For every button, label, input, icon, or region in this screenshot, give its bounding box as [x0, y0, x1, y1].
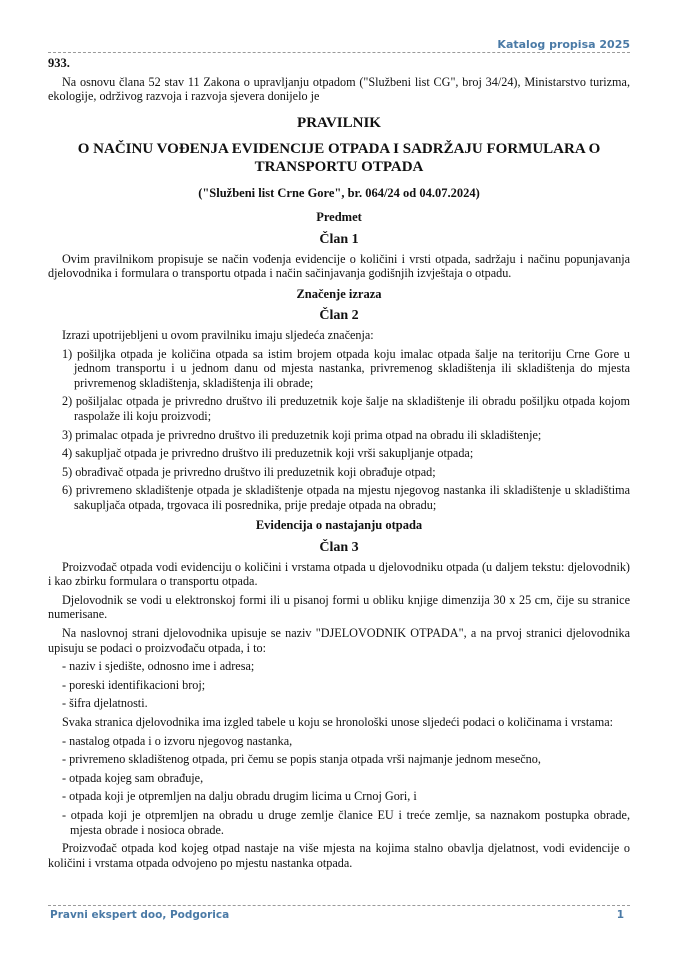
section-heading: Predmet	[316, 210, 362, 225]
list-item: - privremeno skladištenog otpada, pri čemu se popis stanja otpada vrši najmanje jednom mesečno,	[62, 752, 541, 767]
list-item: 2) pošiljalac otpada je privredno društvo ili preduzetnik koje šalje na skladištenje ili obradu pošiljku otpada kojom raspolaže ili koju proizvodi;	[62, 394, 630, 423]
list-item: 4) sakupljač otpada je privredno društvo ili preduzetnik koji vrši sakupljanje otpada;	[62, 446, 474, 461]
list-item: 1) pošiljka otpada je količina otpada sa istim brojem otpada koju imalac otpada šalje na teritoriju Crne Gore u jednom transportu i u jednom danu od mjesta nastanka, privremenog skladištenja ili skladištenja do mjesta privremenog skladištenja, skladištenja ili obrade;	[62, 346, 630, 390]
section-heading: Evidencija o nastajanju otpada	[255, 518, 423, 533]
document-title: PRAVILNIK	[297, 114, 381, 131]
paragraph: Na naslovnoj strani djelovodnika upisuje se naziv "DJELOVODNIK OTPADA", a na prvoj stranici djelovodnika upisuju se podaci o proizvođaču otpada, i to:	[48, 626, 630, 655]
document-subtitle: O NAČINU VOĐENJA EVIDENCIJE OTPADA I SADRŽAJU FORMULARA O TRANSPORTU OTPADA	[77, 140, 601, 175]
list-item: 6) privremeno skladištenje otpada je skladištenje otpada na mjestu njegovog nastanka ili skladištenje u skladištima sakupljača otpada, trgovaca ili posrednika, prije predaje otpada na obradu;	[62, 483, 630, 512]
regulation-number: 933.	[48, 56, 70, 70]
gazette-reference: ("Službeni list Crne Gore", br. 064/24 od 04.07.2024)	[198, 185, 480, 200]
publisher-name: Pravni ekspert doo, Podgorica	[50, 909, 230, 921]
preamble: Na osnovu člana 52 stav 11 Zakona o upravljanju otpadom ("Službeni list CG", broj 34/24), Ministarstvo turizma, ekologije, održivog razvoja i razvoja sjevera donijelo je	[48, 74, 630, 104]
paragraph: Izrazi upotrijebljeni u ovom pravilniku imaju sljedeća značenja:	[62, 327, 374, 342]
list-item: - otpada koji je otpremljen na dalju obradu drugim licima u Crnoj Gori, i	[62, 789, 417, 804]
section-heading: Značenje izraza	[296, 286, 382, 301]
article-heading: Član 1	[319, 231, 359, 247]
article-heading: Član 3	[319, 540, 359, 556]
article-heading: Član 2	[319, 308, 359, 324]
paragraph: Proizvođač otpada vodi evidenciju o količini i vrstama otpada u djelovodniku otpada (u daljem tekstu: djelovodnik) i kao zbirku formulara o transportu otpada.	[48, 559, 630, 589]
list-item: - naziv i sjedište, odnosno ime i adresa;	[62, 659, 255, 674]
page-footer	[48, 905, 630, 926]
list-item: - nastalog otpada i o izvoru njegovog nastanka,	[62, 733, 293, 748]
page-header	[48, 36, 630, 53]
paragraph: Proizvođač otpada kod kojeg otpad nastaje na više mjesta na kojima stalno obavlja djelatnost, vodi evidencije o količini i vrstama otpada odvojeno po mjestu nastanka otpada.	[48, 841, 630, 870]
list-item: - otpada koji je otpremljen na obradu u druge zemlje članice EU i treće zemlje, sa naznakom postupka obrade, mjesta obrade i nosioca obrade.	[62, 807, 630, 837]
list-item: - poreski identifikacioni broj;	[62, 677, 206, 692]
document-body	[48, 56, 630, 874]
paragraph: Ovim pravilnikom propisuje se način vođenja evidencije o količini i vrsti otpada, sadržaju i načinu popunjavanja djelovodnika i formulara o transportu otpada i način sačinjavanja godišnjih izvještaja o otpadu.	[48, 251, 630, 281]
paragraph: Svaka stranica djelovodnika ima izgled tabele u koju se hronološki unose sljedeći podaci o količinama i vrstama:	[62, 715, 613, 729]
catalog-title: Katalog propisa 2025	[497, 38, 630, 51]
page-number: 1	[616, 909, 624, 921]
list-item: 3) primalac otpada je privredno društvo ili preduzetnik koji prima otpad na obradu ili skladištenje;	[62, 427, 542, 442]
list-item: - otpada kojeg sam obrađuje,	[62, 770, 204, 785]
list-item: 5) obrađivač otpada je privredno društvo ili preduzetnik koji obrađuje otpad;	[62, 464, 436, 479]
paragraph: Djelovodnik se vodi u elektronskoj formi ili u pisanoj formi u obliku knjige dimenzija 30 x 25 cm, čije su stranice numerisane.	[48, 592, 630, 622]
list-item: - šifra djelatnosti.	[62, 696, 148, 711]
